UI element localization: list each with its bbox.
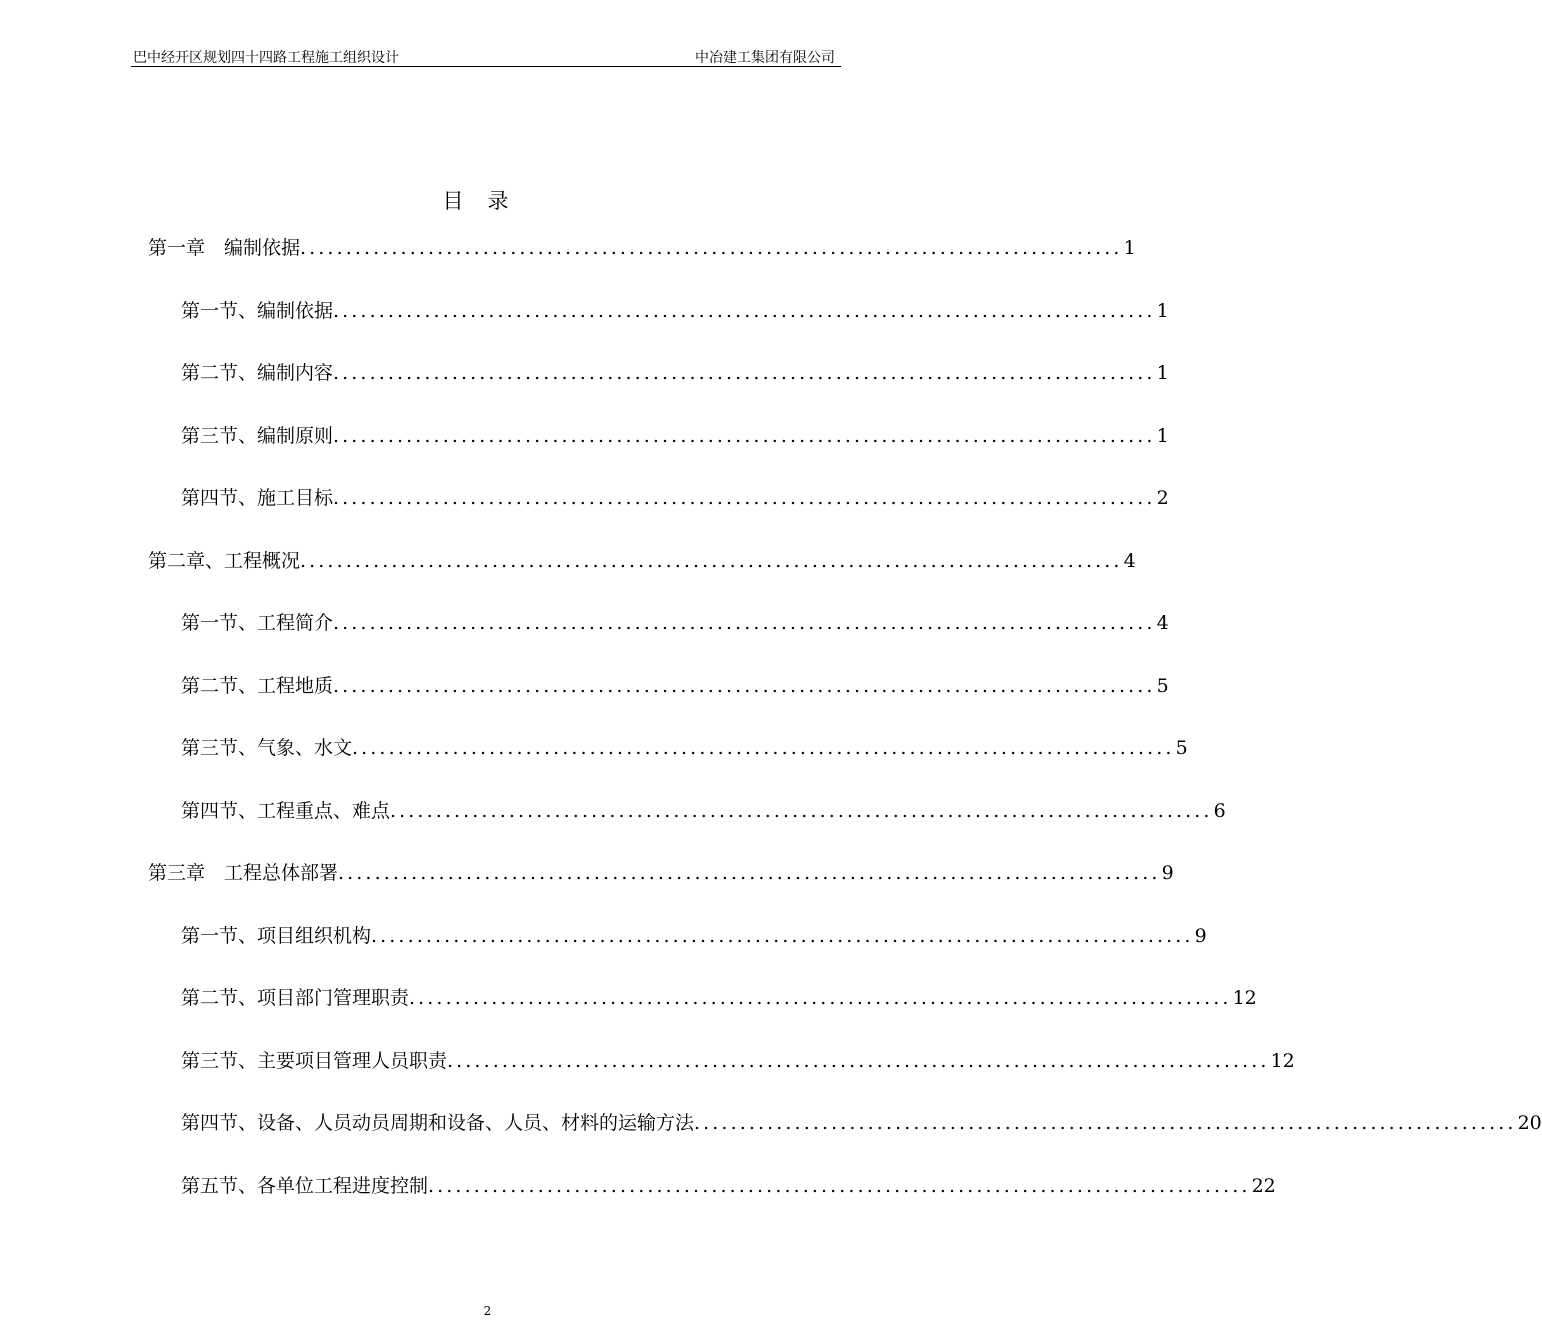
toc-section-entry[interactable]: [181, 483, 1169, 513]
toc-section-entry[interactable]: [181, 1046, 1295, 1076]
toc-entry-text: 第二节、编制内容: [181, 362, 334, 384]
toc-entry-text: 第一节、编制依据: [181, 300, 334, 322]
toc-dot-leader: ..........................................................................................: [409, 987, 1232, 1009]
toc-dot-leader: ..........................................................................................: [300, 550, 1123, 572]
toc-chapter-entry[interactable]: [148, 233, 1136, 263]
toc-dot-leader: ..........................................................................................: [333, 612, 1156, 634]
toc-page-number: 9: [1161, 862, 1174, 884]
toc-dot-leader: ..........................................................................................: [338, 862, 1161, 884]
toc-entry-text: 第四节、工程重点、难点: [181, 800, 391, 822]
toc-page-number: 1: [1156, 425, 1169, 447]
toc-page-number: 5: [1175, 737, 1188, 759]
toc-page-number: 9: [1194, 925, 1207, 947]
toc-dot-leader: ..........................................................................................: [428, 1175, 1251, 1197]
toc-entry-text: 第二节、工程地质: [181, 675, 334, 697]
toc-page-number: 4: [1156, 612, 1169, 634]
toc-section-entry[interactable]: [181, 921, 1207, 951]
toc-entry-text: 第二章、工程概况: [148, 550, 301, 572]
toc-page-number: 12: [1270, 1050, 1295, 1072]
toc-page-number: 2: [1156, 487, 1169, 509]
toc-entry-text: 第二节、项目部门管理职责: [181, 987, 410, 1009]
toc-section-entry[interactable]: [181, 421, 1169, 451]
page-header: [131, 46, 841, 67]
toc-dot-leader: ..........................................................................................: [333, 675, 1156, 697]
toc-section-entry[interactable]: [181, 671, 1169, 701]
toc-section-entry[interactable]: [181, 296, 1169, 326]
toc-section-entry[interactable]: [181, 1171, 1276, 1201]
footer-page-number: 2: [483, 1304, 492, 1318]
toc-page-number: 5: [1156, 675, 1169, 697]
header-document-title: 巴中经开区规划四十四路工程施工组织设计: [133, 50, 399, 66]
toc-chapter-entry[interactable]: [148, 546, 1136, 576]
toc-entry-text: 第三章 工程总体部署: [148, 862, 339, 884]
toc-section-entry[interactable]: [181, 1108, 1542, 1138]
toc-entry-text: 第五节、各单位工程进度控制: [181, 1175, 429, 1197]
toc-page-number: 4: [1123, 550, 1136, 572]
toc-entry-text: 第一章 编制依据: [148, 237, 301, 259]
toc-entry-text: 第三节、主要项目管理人员职责: [181, 1050, 448, 1072]
toc-title: 目录: [442, 189, 533, 213]
toc-dot-leader: ..........................................................................................: [333, 425, 1156, 447]
toc-dot-leader: ..........................................................................................: [447, 1050, 1270, 1072]
toc-page-number: 22: [1251, 1175, 1276, 1197]
toc-entry-text: 第三节、气象、水文: [181, 737, 353, 759]
toc-page-number: 6: [1213, 800, 1226, 822]
toc-entry-text: 第一节、工程简介: [181, 612, 334, 634]
toc-entry-text: 第四节、施工目标: [181, 487, 334, 509]
toc-page-number: 12: [1232, 987, 1257, 1009]
toc-page-number: 1: [1156, 300, 1169, 322]
toc-dot-leader: ..........................................................................................: [333, 362, 1156, 384]
toc-page-number: 20: [1517, 1112, 1542, 1134]
toc-page-number: 1: [1123, 237, 1136, 259]
toc-dot-leader: ..........................................................................................: [371, 925, 1194, 947]
toc-dot-leader: ..........................................................................................: [300, 237, 1123, 259]
toc-entry-text: 第一节、项目组织机构: [181, 925, 372, 947]
toc-dot-leader: ..........................................................................................: [390, 800, 1213, 822]
toc-page-number: 1: [1156, 362, 1169, 384]
toc-dot-leader: ..........................................................................................: [694, 1112, 1517, 1134]
toc-section-entry[interactable]: [181, 358, 1169, 388]
toc-section-entry[interactable]: [181, 796, 1226, 826]
toc-dot-leader: ..........................................................................................: [333, 300, 1156, 322]
toc-entry-text: 第三节、编制原则: [181, 425, 334, 447]
toc-section-entry[interactable]: [181, 608, 1169, 638]
toc-chapter-entry[interactable]: [148, 858, 1174, 888]
toc-entry-text: 第四节、设备、人员动员周期和设备、人员、材料的运输方法: [181, 1112, 695, 1134]
toc-dot-leader: ..........................................................................................: [352, 737, 1175, 759]
toc-section-entry[interactable]: [181, 733, 1188, 763]
header-company-name: 中冶建工集团有限公司: [695, 50, 835, 66]
toc-dot-leader: ..........................................................................................: [333, 487, 1156, 509]
toc-section-entry[interactable]: [181, 983, 1257, 1013]
